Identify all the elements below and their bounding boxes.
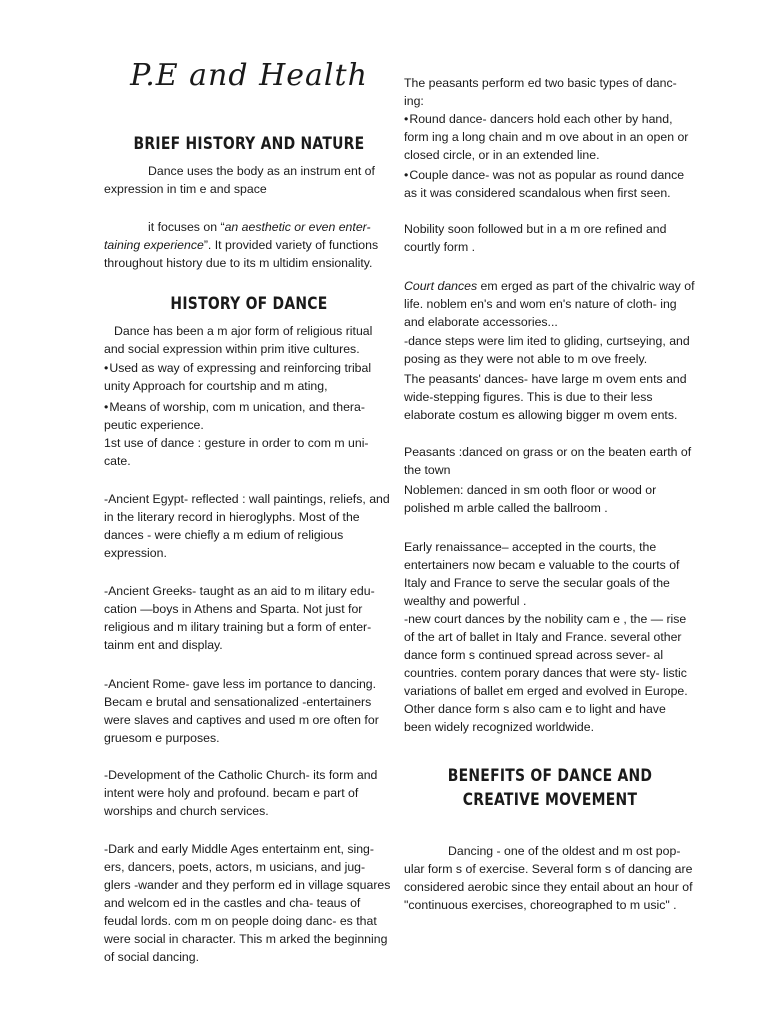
paragraph-court-dances: Court dances em erged as part of the chivalric way of life. noblem en's and wom en's nature of cloth- ing and elaborate accessories... — [404, 279, 695, 329]
paragraph-benefits: Dancing - one of the oldest and m ost pop- ular form s of exercise. Several form s of dancing are considered aerobic since they entail about an hour of "continuous exercises, choreographed to m usic" . — [404, 844, 693, 912]
paragraph-early-renaissance: Early renaissance– accepted in the courts, the entertainers now becam e valuable to the courts of Italy and France to serve the secular goals of the wealthy and powerful . — [404, 540, 680, 608]
paragraph-noblemen-floor: Noblemen: danced in sm ooth floor or wood or polished m arble called the ballroom . — [404, 483, 657, 515]
bullet-tribal-unity: • Used as way of expressing and reinforcing tribal unity Approach for courtship and m ating, — [104, 359, 394, 395]
paragraph-new-court-dances: -new court dances by the nobility cam e , the — rise of the art of ballet in Italy and France. several other dance form s continued spread across sever- al countries. contem porary dances that were sty- listic variations of ballet em erged and evolved in Europe. Other dance form s also cam e to light and have been widely recognized worldwide. — [404, 612, 688, 734]
paragraph-history-intro: Dance has been a m ajor form of religious ritual and social expression within prim itive cultures. — [104, 324, 373, 356]
paragraph-peasants-types: The peasants perform ed two basic types of danc- ing: — [404, 76, 677, 108]
paragraph-catholic-church: -Development of the Catholic Church- its form and intent were holy and profound. becam e part of worships and church services. — [104, 768, 378, 818]
paragraph-peasants-grass: Peasants :danced on grass or on the beaten earth of the town — [404, 445, 692, 477]
bullet-worship: • Means of worship, com m unication, and thera- peutic experience. — [104, 398, 394, 434]
heading-benefits: BENEFITS OF DANCE AND CREATIVE MOVEMENT — [447, 766, 653, 810]
bullet-couple-dance: • Couple dance- was not as popular as round dance as it was considered scandalous when first seen. — [404, 166, 696, 202]
heading-history-of-dance: HISTORY OF DANCE — [170, 294, 328, 314]
paragraph-ancient-rome: -Ancient Rome- gave less im portance to dancing. Becam e brutal and sensationalized -entertainers were slaves and captives and used m ore often for gruesom e purposes. — [104, 677, 379, 745]
paragraph-first-use: 1st use of dance : gesture in order to com m uni- cate. — [104, 436, 369, 468]
page-title: P.E and Health — [130, 58, 368, 93]
paragraph-ancient-greeks: -Ancient Greeks- taught as an aid to m ilitary edu- cation —boys in Athens and Sparta. Not just for religious and m ilitary training but a form of enter- tainm ent and display. — [104, 584, 375, 652]
paragraph-peasants-dances: The peasants' dances- have large m ovem ents and wide-stepping figures. This is due to their less elaborate costum es allowing bigger m ovem ents. — [404, 372, 687, 422]
paragraph-aesthetic-focus: it focuses on “an aesthetic or even enter- taining experience”. It provided variety of functions throughout history due to its m ultidim ensionality. — [104, 220, 379, 270]
paragraph-middle-ages: -Dark and early Middle Ages entertainm ent, sing- ers, dancers, poets, actors, m usicians, and jug- glers -wander and they perform ed in village squares and welcom ed in the castles and cha- teaus of feudal lords. com m on people doing danc- es that were social in character. This m arked the beginning of social dancing. — [104, 842, 391, 964]
bullet-round-dance: • Round dance- dancers hold each other by hand, form ing a long chain and m ove about in an open or closed circle, or in an extended line. — [404, 110, 696, 164]
paragraph-ancient-egypt: -Ancient Egypt- reflected : wall paintings, reliefs, and in the literary record in hieroglyphs. Most of the dances - were chiefly a m edium of religious expression. — [104, 492, 390, 560]
heading-brief-history: BRIEF HISTORY AND NATURE — [133, 134, 365, 154]
paragraph-dance-steps: -dance steps were lim ited to gliding, curtseying, and posing as they were not able to m ove freely. — [404, 334, 690, 366]
paragraph-dance-definition: Dance uses the body as an instrum ent of expression in tim e and space — [104, 164, 375, 196]
paragraph-nobility: Nobility soon followed but in a m ore refined and courtly form . — [404, 222, 667, 254]
